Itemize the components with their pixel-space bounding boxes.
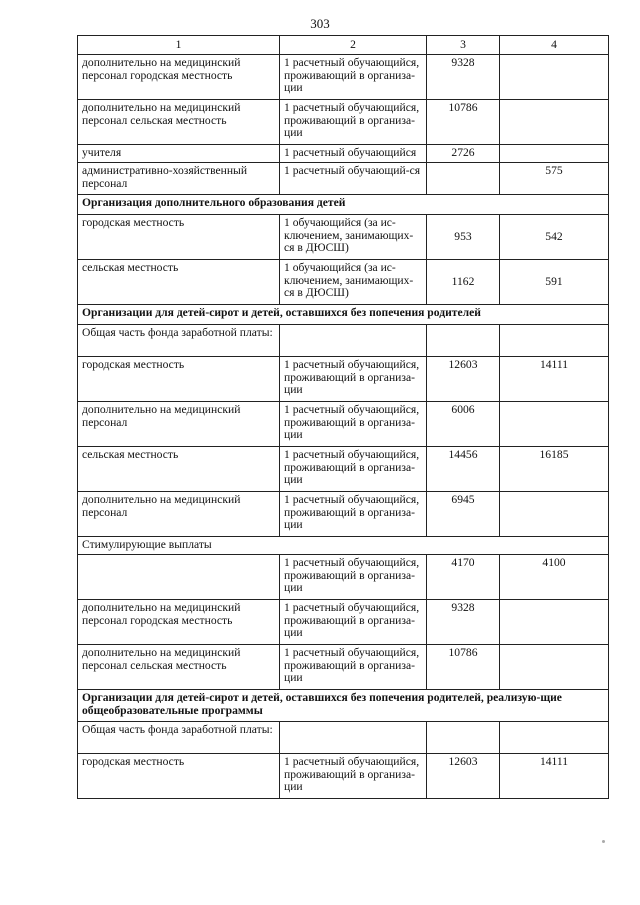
header-cell: 2 [280, 36, 427, 55]
cell-category: сельская местность [78, 259, 280, 304]
table-header-row [78, 36, 609, 55]
cell-value-3: 9328 [427, 599, 500, 644]
table-row [78, 554, 609, 599]
cell-value-3: 10786 [427, 99, 500, 144]
section-heading: Организация дополнительного образования детей [78, 194, 609, 214]
cell-value-3: 1162 [427, 259, 500, 304]
cell-category: дополнительно на медицинский персонал сельская местность [78, 644, 280, 689]
table-row [78, 214, 609, 259]
cell-value-4 [500, 401, 609, 446]
cell-category: учителя [78, 144, 280, 162]
section-row [78, 194, 609, 214]
cell-value-3: 12603 [427, 356, 500, 401]
cell-value-4: 14111 [500, 753, 609, 798]
cell-value-3 [427, 162, 500, 194]
table-row [78, 99, 609, 144]
table-row [78, 162, 609, 194]
cell-unit: 1 расчетный обучающийся [280, 144, 427, 162]
cell-value-3: 10786 [427, 644, 500, 689]
cell-category [78, 554, 280, 599]
header-cell: 1 [78, 36, 280, 55]
cell-unit: 1 расчетный обучающий-ся [280, 162, 427, 194]
table-row [78, 753, 609, 798]
cell-value-4 [500, 54, 609, 99]
cell-value-4 [500, 644, 609, 689]
table-row [78, 491, 609, 536]
cell-unit: 1 расчетный обучающийся, проживающий в организа-ции [280, 554, 427, 599]
cell-category: дополнительно на медицинский персонал сельская местность [78, 99, 280, 144]
cell-value-4: 4100 [500, 554, 609, 599]
cell-value-3: 4170 [427, 554, 500, 599]
cell-unit: 1 расчетный обучающийся, проживающий в организа-ции [280, 491, 427, 536]
cell-value-3: 2726 [427, 144, 500, 162]
table-row [78, 324, 609, 356]
cell-value-4: 591 [500, 259, 609, 304]
cell-unit: 1 расчетный обучающийся, проживающий в организа-ции [280, 753, 427, 798]
cell-value-3: 9328 [427, 54, 500, 99]
header-cell: 4 [500, 36, 609, 55]
cell-category: Общая часть фонда заработной платы: [78, 721, 280, 753]
header-cell: 3 [427, 36, 500, 55]
cell-category: дополнительно на медицинский персонал [78, 401, 280, 446]
cell-value-4: 542 [500, 214, 609, 259]
cell-value-4 [500, 491, 609, 536]
cell-category: дополнительно на медицинский персонал городская местность [78, 599, 280, 644]
cell-value-3: 6006 [427, 401, 500, 446]
cell-unit: 1 расчетный обучающийся, проживающий в организа-ции [280, 54, 427, 99]
table-row [78, 721, 609, 753]
cell-value-3 [427, 721, 500, 753]
cell-category: городская местность [78, 356, 280, 401]
cell-unit: 1 расчетный обучающийся, проживающий в организа-ции [280, 99, 427, 144]
label-row [78, 536, 609, 554]
section-heading: Организации для детей-сирот и детей, оставшихся без попечения родителей [78, 304, 609, 324]
cell-category: дополнительно на медицинский персонал городская местность [78, 54, 280, 99]
cell-unit: 1 расчетный обучающийся, проживающий в организа-ции [280, 356, 427, 401]
cell-value-4: 14111 [500, 356, 609, 401]
cell-value-3: 12603 [427, 753, 500, 798]
data-table [77, 35, 609, 799]
cell-value-3: 6945 [427, 491, 500, 536]
scan-speck [602, 840, 605, 843]
group-label: Стимулирующие выплаты [78, 536, 609, 554]
table-row [78, 144, 609, 162]
cell-value-3: 953 [427, 214, 500, 259]
cell-unit: 1 расчетный обучающийся, проживающий в организа-ции [280, 401, 427, 446]
cell-value-4: 16185 [500, 446, 609, 491]
section-row [78, 304, 609, 324]
cell-value-4: 575 [500, 162, 609, 194]
cell-unit: 1 расчетный обучающийся, проживающий в организа-ции [280, 446, 427, 491]
cell-unit [280, 721, 427, 753]
table-row [78, 644, 609, 689]
cell-unit: 1 расчетный обучающийся, проживающий в организа-ции [280, 644, 427, 689]
cell-category: городская местность [78, 214, 280, 259]
cell-unit: 1 расчетный обучающийся, проживающий в организа-ции [280, 599, 427, 644]
section-row [78, 689, 609, 721]
table-row [78, 259, 609, 304]
table-row [78, 599, 609, 644]
table-row [78, 401, 609, 446]
cell-value-4 [500, 324, 609, 356]
section-heading: Организации для детей-сирот и детей, оставшихся без попечения родителей, реализую-щие общеобразовательные программы [78, 689, 609, 721]
cell-value-4 [500, 144, 609, 162]
cell-category: дополнительно на медицинский персонал [78, 491, 280, 536]
cell-category: административно-хозяйственный персонал [78, 162, 280, 194]
cell-value-3: 14456 [427, 446, 500, 491]
cell-unit [280, 324, 427, 356]
cell-category: сельская местность [78, 446, 280, 491]
cell-unit: 1 обучающийся (за ис-ключением, занимающих-ся в ДЮСШ) [280, 259, 427, 304]
table-row [78, 356, 609, 401]
cell-unit: 1 обучающийся (за ис-ключением, занимающих-ся в ДЮСШ) [280, 214, 427, 259]
cell-category: городская местность [78, 753, 280, 798]
page-number: 303 [310, 16, 330, 31]
table-row [78, 446, 609, 491]
cell-value-4 [500, 721, 609, 753]
cell-value-4 [500, 599, 609, 644]
cell-category: Общая часть фонда заработной платы: [78, 324, 280, 356]
cell-value-4 [500, 99, 609, 144]
table-row [78, 54, 609, 99]
cell-value-3 [427, 324, 500, 356]
